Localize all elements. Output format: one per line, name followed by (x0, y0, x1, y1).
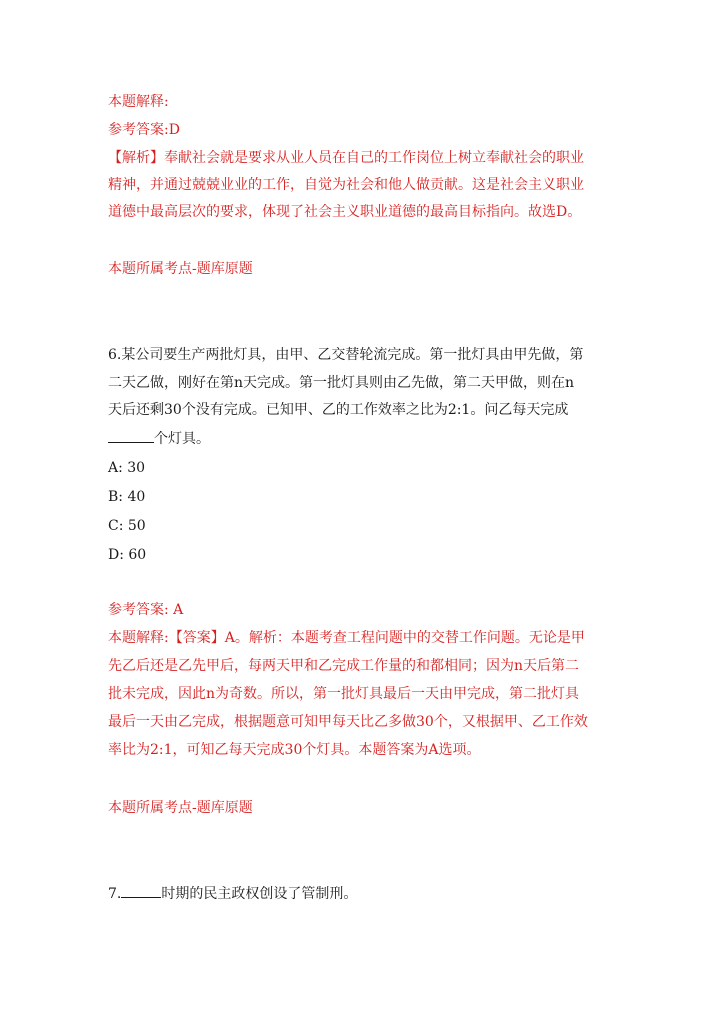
q5-source: 本题所属考点-题库原题 (108, 261, 253, 277)
q5-analysis-line-2: 精神，并通过兢兢业业的工作，自觉为社会和他人做贡献。这是社会主义职业 (108, 177, 584, 193)
q6-analysis-line-2: 先乙后还是乙先甲后，每两天甲和乙完成工作量的和都相同；因为n天后第二 (108, 658, 580, 674)
q5-reference-answer: 参考答案:D (108, 122, 180, 138)
q6-answer-blank (108, 428, 154, 443)
q6-stem-tail: 个灯具。 (154, 431, 210, 447)
q6-stem-line-4 (108, 428, 210, 449)
q7-stem-tail: 时期的民主政权创设了管制刑。 (161, 886, 358, 902)
q6-analysis-line-1: 本题解释:【答案】A。解析：本题考查工程问题中的交替工作问题。无论是甲 (108, 630, 585, 646)
q6-stem-line-1: 6.某公司要生产两批灯具，由甲、乙交替轮流完成。第一批灯具由甲先做，第 (108, 347, 584, 363)
q6-stem-line-3: 天后还剩30个没有完成。已知甲、乙的工作效率之比为2:1。问乙每天完成 (108, 402, 569, 418)
q6-source: 本题所属考点-题库原题 (108, 800, 253, 816)
q6-option-d: D: 60 (108, 547, 147, 563)
q6-stem-line-2: 二天乙做，刚好在第n天完成。第一批灯具则由乙先做，第二天甲做，则在n (108, 375, 575, 391)
q7-stem (108, 883, 357, 904)
q6-reference-answer: 参考答案: A (108, 602, 184, 618)
q5-analysis-line-3: 道德中最高层次的要求，体现了社会主义职业道德的最高目标指向。故选D。 (108, 204, 582, 220)
q6-option-b: B: 40 (108, 489, 146, 505)
q6-analysis-line-3: 批未完成，因此n为奇数。所以，第一批灯具最后一天由甲完成，第二批灯具 (108, 686, 580, 702)
q6-option-c: C: 50 (108, 518, 146, 534)
q7-answer-blank (121, 883, 161, 898)
q5-analysis-line-1: 【解析】奉献社会就是要求从业人员在自己的工作岗位上树立奉献社会的职业 (108, 150, 584, 166)
q6-analysis-line-4: 最后一天由乙完成，根据题意可知甲每天比乙多做30个，又根据甲、乙工作效 (108, 714, 588, 730)
q6-analysis-line-5: 率比为2:1，可知乙每天完成30个灯具。本题答案为A选项。 (108, 742, 481, 758)
q7-number: 7. (108, 886, 122, 902)
q6-option-a: A: 30 (108, 460, 146, 476)
q5-explanation-heading: 本题解释: (108, 94, 169, 110)
